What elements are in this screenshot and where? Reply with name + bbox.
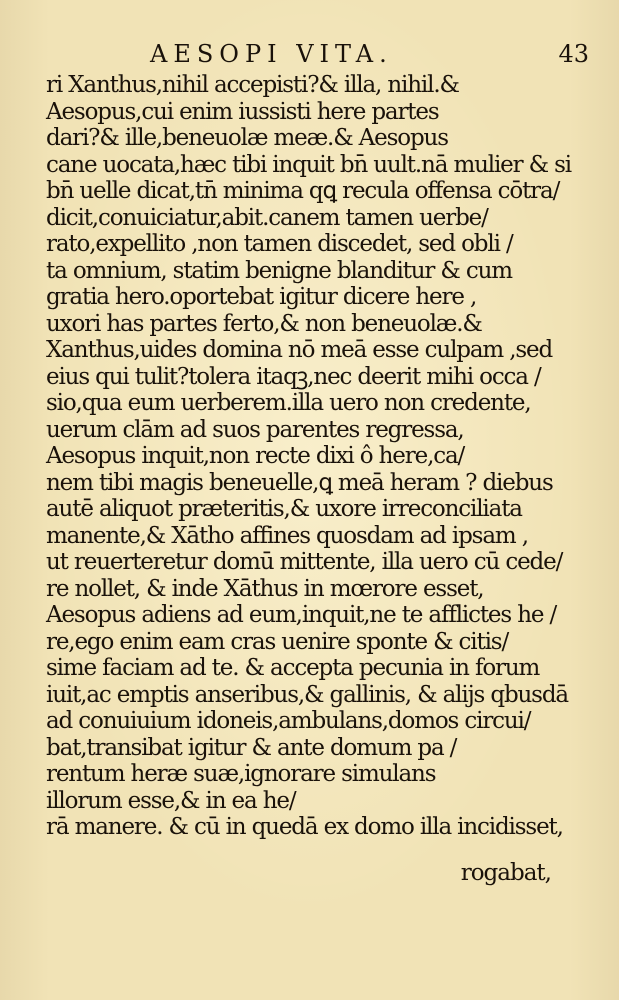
text-line: gratia hero.oportebat igitur dicere here , — [46, 284, 477, 310]
text-line: sio,qua eum uerberem.illa uero non credente, — [46, 390, 531, 416]
text-line: rā manere. & cū in quedā ex domo illa incidisset, — [46, 814, 563, 840]
text-line: manente,& Xātho affines quosdam ad ipsam , — [46, 522, 528, 549]
catchword: rogabat, — [460, 860, 551, 886]
text-line: bat,transibat igitur & ante domum pa / — [46, 734, 457, 761]
text-line: rentum heræ suæ,ignorare simulans — [46, 761, 436, 787]
text-line: bn̄ uelle dicat,tn̄ minima qꝗ recula offensa cōtra/ — [46, 178, 560, 204]
text-line: ta omnium, statim benigne blanditur & cum — [46, 257, 512, 284]
text-line: re,ego enim eam cras uenire sponte & citis/ — [46, 628, 509, 655]
text-line: eius qui tulit?tolera itaqꝫ,nec deerit mihi occa / — [46, 363, 541, 390]
text-line: dicit,conuiciatur,abit.canem tamen uerbe/ — [46, 204, 488, 231]
text-line: ut reuerteretur domū mittente, illa uero cū cede/ — [46, 549, 563, 575]
body-text — [46, 72, 576, 841]
text-line: sime faciam ad te. & accepta pecunia in forum — [46, 655, 540, 681]
text-line: autē aliquot præteritis,& uxore irreconciliata — [46, 496, 522, 522]
text-line: uerum clām ad suos parentes regressa, — [46, 416, 464, 443]
text-line: rato,expellito ,non tamen discedet, sed obli / — [46, 231, 513, 257]
text-line: uxori has partes ferto,& non beneuolæ.& — [46, 310, 482, 337]
text-line: iuit,ac emptis anseribus,& gallinis, & alijs qbusdā — [46, 681, 568, 708]
page-number: 43 — [558, 40, 589, 68]
text-line: Xanthus,uides domina nō meā esse culpam ,sed — [46, 337, 553, 363]
text-line: cane uocata,hæc tibi inquit bn̄ uult.nā mulier & si — [46, 151, 571, 178]
text-line: illorum esse,& in ea he/ — [46, 787, 296, 814]
running-head: AESOPI VITA. — [150, 40, 393, 68]
text-line: Aesopus adiens ad eum,inquit,ne te afflictes he / — [46, 602, 557, 628]
text-line: ri Xanthus,nihil accepisti?& illa, nihil.& — [46, 72, 459, 98]
text-line: ad conuiuium idoneis,ambulans,domos circui/ — [46, 708, 531, 734]
text-line: Aesopus,cui enim iussisti here partes — [46, 98, 439, 125]
text-line: nem tibi magis beneuelle,ꝗ meā heram ? diebus — [46, 469, 553, 496]
text-line: dari?& ille,beneuolæ meæ.& Aesopus — [46, 125, 448, 151]
text-line: Aesopus inquit,non recte dixi ô here,ca/ — [46, 443, 465, 469]
text-line: re nollet, & inde Xāthus in mœrore esset, — [46, 575, 484, 602]
